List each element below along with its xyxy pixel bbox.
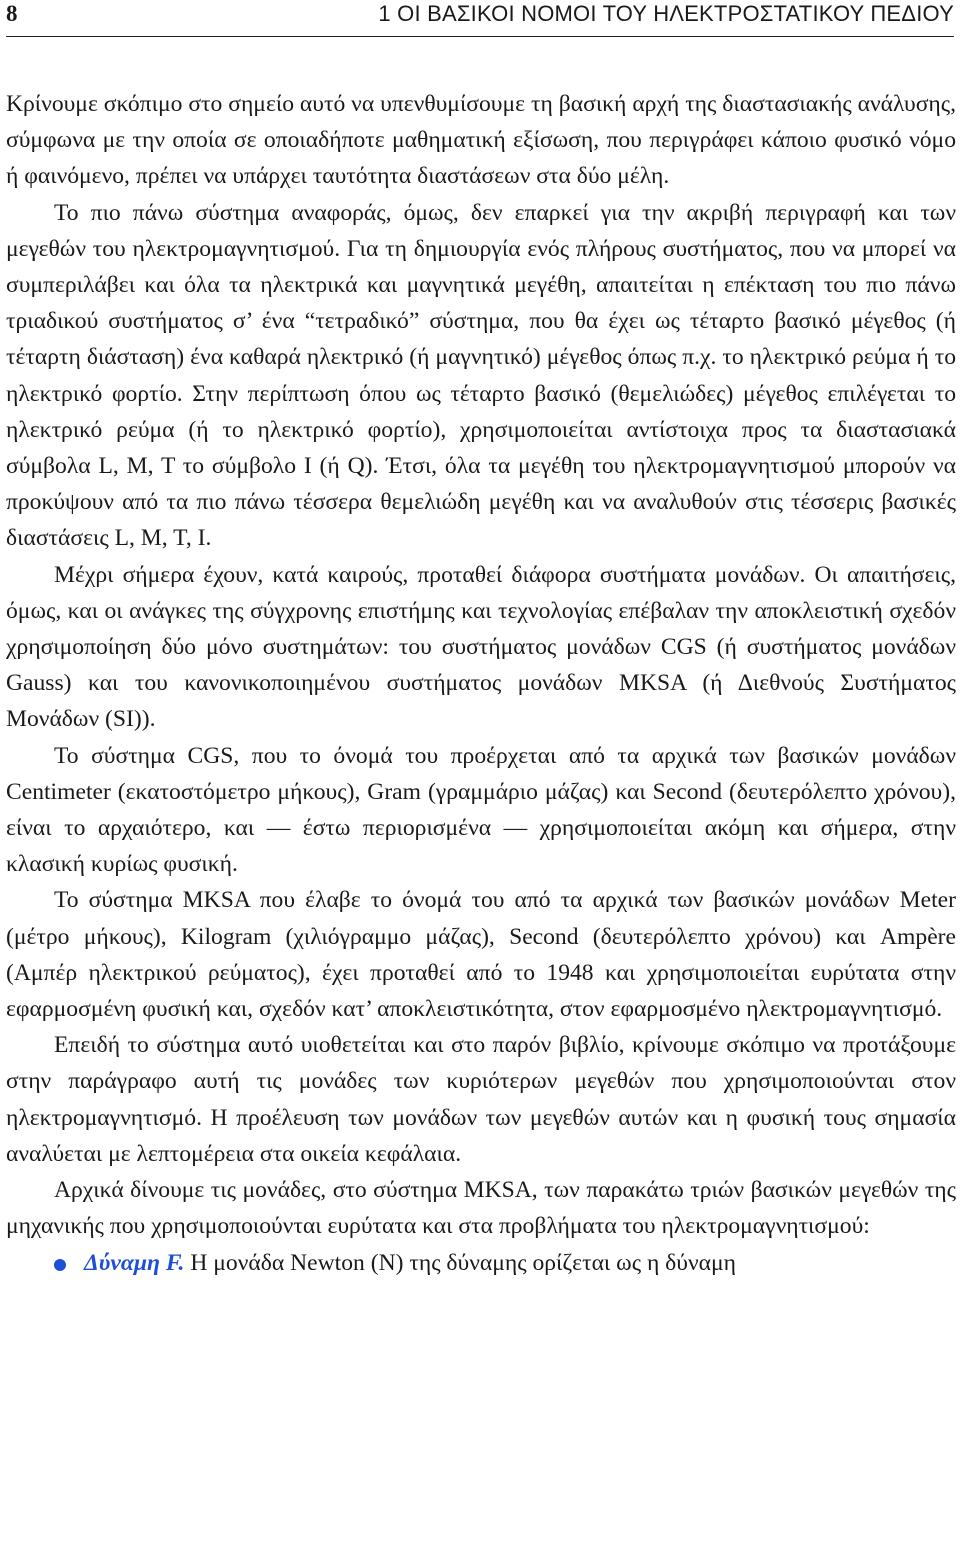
page-number: 8 <box>6 1 18 26</box>
bullet-term: Δύναμη F. <box>84 1249 185 1276</box>
paragraph-1: Κρίνουμε σκόπιμο στο σημείο αυτό να υπενθυμίσουμε τη βασική αρχή της διαστασιακής ανάλυσης, σύμφωνα με την οποία σε οποιαδήποτε μαθηματική εξίσωση, που περιγράφει κάποιο φυσικό νόμο ή φαινόμενο, πρέπει να υπάρχει ταυτότητα διαστάσεων στα δύο μέλη. <box>6 91 956 190</box>
running-title: 1 ΟΙ ΒΑΣΙΚΟΙ ΝΟΜΟΙ ΤΟΥ ΗΛΕΚΤΡΟΣΤΑΤΙΚΟΥ ΠΕΔΙΟΥ <box>378 1 954 26</box>
paragraph-4: Το σύστημα CGS, που το όνομά του προέρχεται από τα αρχικά των βασικών μονάδων Centimeter (εκατοστόμετρο μήκους), Gram (γραμμάριο μάζας) και Second (δευτερόλεπτο χρόνου), είναι το αρχαιότερο, και — έστω περιορισμένα — χρησιμοποιείται ακόμη και σήμερα, στην κλασική κυρίως φυσική. <box>6 742 956 878</box>
paragraph-5: Το σύστημα MKSA που έλαβε το όνομά του από τα αρχικά των βασικών μονάδων Meter (μέτρο μήκους), Kilogram (χιλιόγραμμο μάζας), Second (δευτερόλεπτο χρόνου) και Ampère (Αμπέρ ηλεκτρικού ρεύματος), έχει προταθεί από το 1948 και χρησιμοποιείται ευρύτατα στην εφαρμοσμένη φυσική και, σχεδόν κατ’ αποκλειστικότητα, στον εφαρμοσμένο ηλεκτρομαγνητισμό. <box>6 887 956 1023</box>
bullet-text <box>54 1245 956 1281</box>
page-header <box>6 0 954 37</box>
bullet-icon <box>54 1259 66 1271</box>
paragraph-2: Το πιο πάνω σύστημα αναφοράς, όμως, δεν επαρκεί για την ακριβή περιγραφή και των μεγεθών του ηλεκτρομαγνητισμού. Για τη δημιουργία ενός πλήρους συστήματος, που να μπορεί να συμπεριλάβει και όλα τα ηλεκτρικά και μαγνητικά μεγέθη, απαιτείται η επέκταση του πιο πάνω τριαδικού συστήματος σ’ ένα “τετραδικό” σύστημα, που θα έχει ως τέταρτο βασικό μέγεθος (ή τέταρτη διάσταση) ένα καθαρά ηλεκτρικό (ή μαγνητικό) μέγεθος όπως π.χ. το ηλεκτρικό ρεύμα ή το ηλεκτρικό φορτίο. Στην περίπτωση όπου ως τέταρτο βασικό (θεμελιώδες) μέγεθος επιλέγεται το ηλεκτρικό ρεύμα (ή το ηλεκτρικό φορτίο), χρησιμοποιείται αντίστοιχα προς τα διαστασιακά σύμβολα L, M, T το σύμβολο I (ή Q). Έτσι, όλα τα μεγέθη του ηλεκτρομαγνητισμού μπορούν να προκύψουν από τα πιο πάνω τέσσερα θεμελιώδη μεγέθη και να αναλυθούν στις τέσσερις βασικές διαστάσεις L, M, T, I. <box>6 199 956 552</box>
body-text <box>6 86 956 1281</box>
bullet-item-force <box>6 1245 956 1281</box>
paragraph-7: Αρχικά δίνουμε τις μονάδες, στο σύστημα MKSA, των παρακάτω τριών βασικών μεγεθών της μηχανικής που χρησιμοποιούνται ευρύτατα και στα προβλήματα του ηλεκτρομαγνητισμού: <box>6 1177 956 1240</box>
paragraph-3: Μέχρι σήμερα έχουν, κατά καιρούς, προταθεί διάφορα συστήματα μονάδων. Οι απαιτήσεις, όμως, και οι ανάγκες της σύγχρονης επιστήμης και τεχνολογίας επέβαλαν την αποκλειστική σχεδόν χρησιμοποίηση δύο μόνο συστημάτων: του συστήματος μονάδων CGS (ή συστήματος μονάδων Gauss) και του κανονικοποιημένου συστήματος μονάδων MKSA (ή Διεθνούς Συστήματος Μονάδων (SI)). <box>6 561 956 733</box>
bullet-description: Η μονάδα Newton (N) της δύναμης ορίζεται ως η δύναμη <box>184 1249 736 1276</box>
paragraph-6: Επειδή το σύστημα αυτό υιοθετείται και στο παρόν βιβλίο, κρίνουμε σκόπιμο να προτάξουμε στην παράγραφο αυτή τις μονάδες των κυριότερων μεγεθών που χρησιμοποιούνται στον ηλεκτρομαγνητισμό. Η προέλευση των μονάδων των μεγεθών αυτών και η φυσική τους σημασία αναλύεται με λεπτομέρεια στα οικεία κεφάλαια. <box>6 1032 956 1167</box>
